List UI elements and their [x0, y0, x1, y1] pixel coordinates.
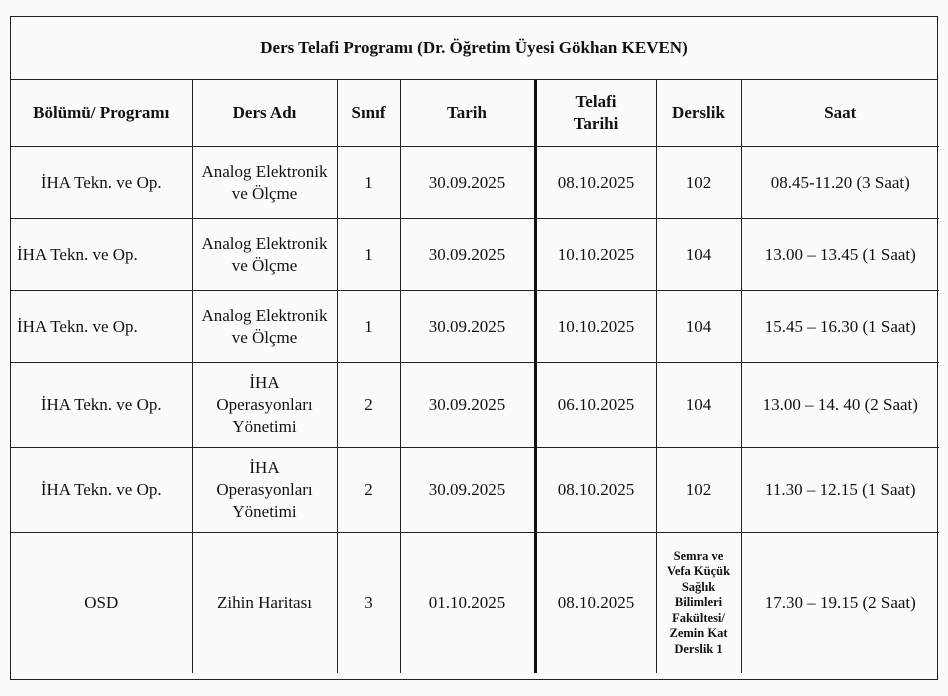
cell-saat: 17.30 – 19.15 (2 Saat) — [741, 533, 939, 673]
cell-saat: 15.45 – 16.30 (1 Saat) — [741, 291, 939, 363]
cell-sinif: 1 — [337, 219, 400, 291]
cell-bolum: İHA Tekn. ve Op. — [11, 147, 192, 219]
cell-derslik: 104 — [656, 363, 741, 448]
cell-derslik: 104 — [656, 219, 741, 291]
col-header-ders: Ders Adı — [192, 80, 337, 147]
cell-saat: 08.45-11.20 (3 Saat) — [741, 147, 939, 219]
col-header-saat: Saat — [741, 80, 939, 147]
table-row — [11, 448, 939, 533]
col-header-tarih: Tarih — [400, 80, 535, 147]
table-row — [11, 533, 939, 673]
col-header-bolum: Bölümü/ Programı — [11, 80, 192, 147]
cell-bolum: İHA Tekn. ve Op. — [11, 448, 192, 533]
cell-saat: 11.30 – 12.15 (1 Saat) — [741, 448, 939, 533]
col-header-telafi — [535, 80, 656, 147]
cell-bolum: İHA Tekn. ve Op. — [11, 363, 192, 448]
cell-sinif: 1 — [337, 291, 400, 363]
cell-sinif: 3 — [337, 533, 400, 673]
cell-tarih: 30.09.2025 — [400, 363, 535, 448]
cell-tarih: 30.09.2025 — [400, 448, 535, 533]
cell-tarih: 01.10.2025 — [400, 533, 535, 673]
cell-ders: Zihin Haritası — [192, 533, 337, 673]
cell-sinif: 2 — [337, 448, 400, 533]
table-row — [11, 291, 939, 363]
cell-ders: Analog Elektronik ve Ölçme — [192, 219, 337, 291]
cell-telafi: 08.10.2025 — [535, 448, 656, 533]
cell-saat: 13.00 – 14. 40 (2 Saat) — [741, 363, 939, 448]
cell-derslik-text: Semra ve Vefa Küçük Sağlık Bilimleri Fakültesi/ Zemin Kat Derslik 1 — [666, 548, 731, 656]
table-row — [11, 147, 939, 219]
cell-ders-text: İHA Operasyonları Yönetimi — [216, 373, 313, 436]
cell-bolum: İHA Tekn. ve Op. — [11, 219, 192, 291]
cell-ders — [192, 448, 337, 533]
cell-tarih: 30.09.2025 — [400, 147, 535, 219]
cell-ders-text: İHA Operasyonları Yönetimi — [216, 458, 313, 521]
cell-ders — [192, 363, 337, 448]
col-header-telafi-label: Telafi Tarihi — [573, 92, 619, 133]
cell-bolum: OSD — [11, 533, 192, 673]
page-title: Ders Telafi Programı (Dr. Öğretim Üyesi Gökhan KEVEN) — [11, 17, 937, 80]
cell-telafi: 06.10.2025 — [535, 363, 656, 448]
schedule-table — [11, 80, 939, 673]
cell-derslik: 102 — [656, 147, 741, 219]
cell-telafi: 10.10.2025 — [535, 291, 656, 363]
table-row — [11, 219, 939, 291]
cell-sinif: 2 — [337, 363, 400, 448]
cell-tarih: 30.09.2025 — [400, 291, 535, 363]
cell-sinif: 1 — [337, 147, 400, 219]
cell-ders: Analog Elektronik ve Ölçme — [192, 291, 337, 363]
cell-derslik: 102 — [656, 448, 741, 533]
schedule-sheet — [10, 16, 938, 680]
cell-telafi: 10.10.2025 — [535, 219, 656, 291]
cell-saat: 13.00 – 13.45 (1 Saat) — [741, 219, 939, 291]
header-row — [11, 80, 939, 147]
table-row — [11, 363, 939, 448]
cell-derslik: 104 — [656, 291, 741, 363]
cell-tarih: 30.09.2025 — [400, 219, 535, 291]
cell-derslik — [656, 533, 741, 673]
cell-bolum: İHA Tekn. ve Op. — [11, 291, 192, 363]
cell-telafi: 08.10.2025 — [535, 533, 656, 673]
cell-telafi: 08.10.2025 — [535, 147, 656, 219]
cell-ders: Analog Elektronik ve Ölçme — [192, 147, 337, 219]
col-header-sinif: Sınıf — [337, 80, 400, 147]
col-header-derslik: Derslik — [656, 80, 741, 147]
